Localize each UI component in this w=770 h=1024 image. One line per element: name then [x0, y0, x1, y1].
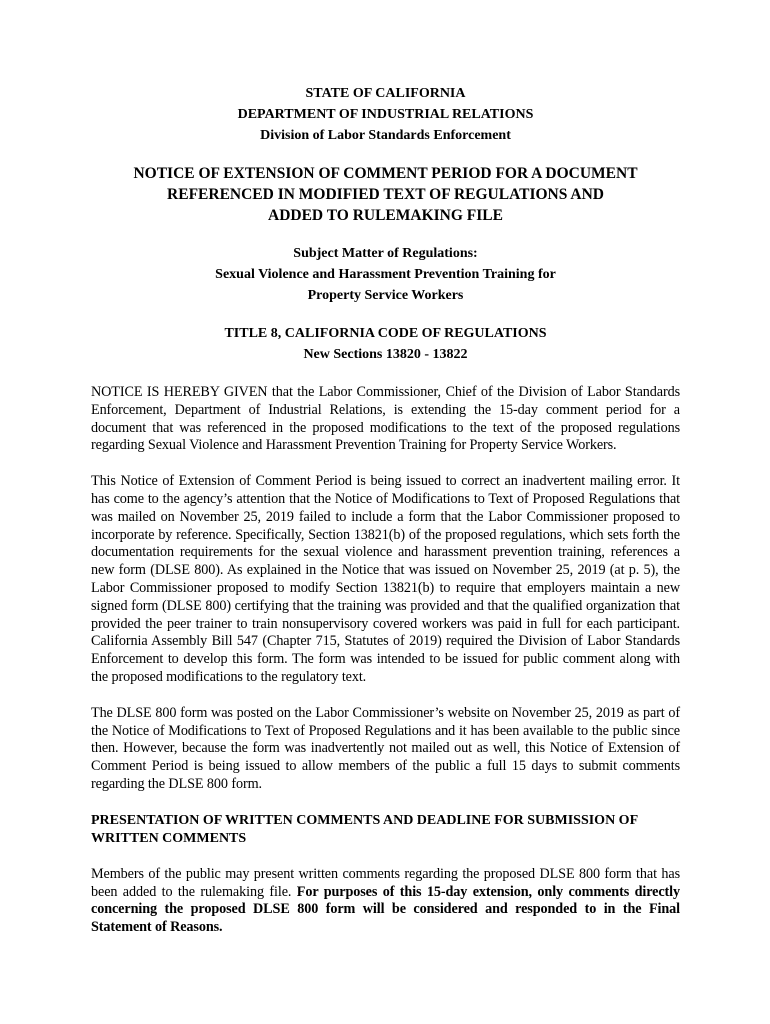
notice-title: [91, 163, 680, 226]
regulation-title: [91, 323, 680, 365]
paragraph-comments-bold: For purposes of this 15-day extension, only comments directly concerning the proposed DLSE 800 form will be considered and responded to in the Final Statement of Reasons.: [91, 883, 680, 936]
paragraph-reason: This Notice of Extension of Comment Period is being issued to correct an inadvertent mailing error. It has come to the agency’s attention that the Notice of Modifications to Text of Proposed Regulations that was mailed on November 25, 2019 failed to include a form that the Labor Commissioner proposed to incorporate by reference. Specifically, Section 13821(b) of the proposed regulations, which sets forth the documentation requirements for the sexual violence and harassment prevention training, references a new form (DLSE 800). As explained in the Notice that was issued on November 25, 2019 (at p. 5), the Labor Commissioner proposed to modify Section 13821(b) to require that employers maintain a new signed form (DLSE 800) certifying that the training was provided and that the qualified organization that provided the peer trainer to train nonsupervisory covered workers was paid in full for each participant. California Assembly Bill 547 (Chapter 715, Statutes of 2019) required the Division of Labor Standards Enforcement to develop this form. The form was intended to be issued for public comment along with the proposed modifications to the regulatory text.: [91, 473, 680, 685]
subject-line-1: Sexual Violence and Harassment Prevention Training for: [215, 267, 556, 282]
section-heading: PRESENTATION OF WRITTEN COMMENTS AND DEADLINE FOR SUBMISSION OF WRITTEN COMMENTS: [91, 812, 638, 846]
notice-title-line-1: NOTICE OF EXTENSION OF COMMENT PERIOD FOR A DOCUMENT: [133, 165, 638, 182]
agency-state: STATE OF CALIFORNIA: [305, 86, 466, 101]
notice-title-line-3: ADDED TO RULEMAKING FILE: [268, 207, 503, 224]
subject-line-2: Property Service Workers: [307, 288, 464, 303]
agency-department: DEPARTMENT OF INDUSTRIAL RELATIONS: [237, 107, 534, 122]
agency-header: [91, 83, 680, 146]
regulation-code: TITLE 8, CALIFORNIA CODE OF REGULATIONS: [224, 326, 547, 341]
subject-label: Subject Matter of Regulations:: [293, 246, 478, 261]
paragraph-form-posting: The DLSE 800 form was posted on the Labor Commissioner’s website on November 25, 2019 as part of the Notice of Modifications to Text of Proposed Regulations and it has been available to the public since then. However, because the form was inadvertently not mailed out as well, this Notice of Extension of Comment Period is being issued to allow members of the public a full 15 days to submit comments regarding the DLSE 800 form.: [91, 704, 680, 792]
document-body: [91, 83, 680, 951]
notice-title-line-2: REFERENCED IN MODIFIED TEXT OF REGULATIONS AND: [167, 186, 604, 203]
paragraph-notice: NOTICE IS HEREBY GIVEN that the Labor Commissioner, Chief of the Division of Labor Standards Enforcement, Department of Industrial Relations, is extending the 15-day comment period for a document that was referenced in the proposed modifications to the text of the proposed regulations regarding Sexual Violence and Harassment Prevention Training for Property Service Workers.: [91, 384, 680, 454]
agency-division: Division of Labor Standards Enforcement: [260, 128, 511, 143]
subject-matter: [91, 243, 680, 306]
paragraph-comments-plain: Members of the public may present written comments regarding the proposed DLSE 800 form that has been added to the rulemaking file.: [91, 865, 680, 900]
regulation-sections: New Sections 13820 - 13822: [303, 347, 468, 362]
paragraph-comments: [91, 866, 680, 937]
